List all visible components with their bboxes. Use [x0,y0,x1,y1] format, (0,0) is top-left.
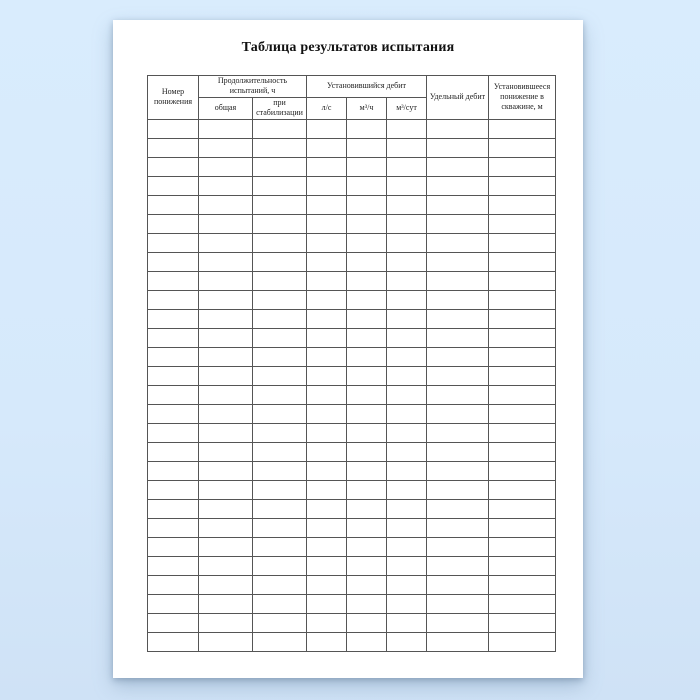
table-cell [199,233,253,252]
table-cell [489,442,556,461]
header-cell-duration-group: Продолжительность испытаний, ч [199,76,307,98]
table-cell [253,575,307,594]
table-cell [347,385,387,404]
table-cell [489,233,556,252]
table-cell [199,556,253,575]
table-cell [307,423,347,442]
header-cell-flow-ls: л/с [307,97,347,119]
table-cell [148,385,199,404]
table-cell [347,271,387,290]
table-row [148,480,556,499]
table-cell [489,575,556,594]
table-cell [148,366,199,385]
table-cell [387,423,427,442]
table-cell [387,556,427,575]
table-cell [489,252,556,271]
table-cell [387,499,427,518]
table-cell [307,176,347,195]
table-row [148,290,556,309]
table-cell [489,328,556,347]
table-cell [253,347,307,366]
table-cell [489,385,556,404]
table-body [148,119,556,651]
header-cell-specific-flow: Удельный дебит [427,76,489,120]
table-cell [427,537,489,556]
table-cell [253,556,307,575]
table-row [148,423,556,442]
table-cell [253,404,307,423]
table-row [148,157,556,176]
table-cell [489,461,556,480]
page-title: Таблица результатов испытания [241,40,455,55]
table-cell [148,233,199,252]
table-cell [253,252,307,271]
table-cell [387,195,427,214]
table-cell [199,518,253,537]
table-cell [427,499,489,518]
table-cell [387,385,427,404]
table-cell [148,290,199,309]
table-cell [148,613,199,632]
table-cell [253,461,307,480]
table-row [148,404,556,423]
table-cell [199,613,253,632]
table-cell [307,366,347,385]
table-cell [148,309,199,328]
table-cell [199,309,253,328]
table-cell [148,176,199,195]
table-cell [148,423,199,442]
table-cell [307,480,347,499]
table-cell [199,385,253,404]
table-cell [387,214,427,233]
table-cell [347,195,387,214]
table-cell [489,480,556,499]
table-cell [307,214,347,233]
table-cell [427,556,489,575]
table-cell [427,138,489,157]
table-cell [347,537,387,556]
table-cell [387,271,427,290]
table-cell [148,157,199,176]
table-cell [427,176,489,195]
table-cell [199,480,253,499]
table-cell [199,442,253,461]
table-cell [347,157,387,176]
table-cell [148,214,199,233]
table-cell [148,480,199,499]
header-cell-duration-total: общая [199,97,253,119]
table-cell [347,290,387,309]
table-cell [253,442,307,461]
table-cell [253,195,307,214]
table-cell [427,214,489,233]
table-row [148,309,556,328]
table-cell [489,347,556,366]
table-cell [489,404,556,423]
table-cell [489,632,556,651]
table-cell [347,366,387,385]
table-row [148,461,556,480]
table-cell [307,594,347,613]
table-cell [199,119,253,138]
table-cell [148,594,199,613]
table-cell [427,632,489,651]
table-cell [148,404,199,423]
table-cell [347,461,387,480]
table-cell [347,480,387,499]
table-cell [307,328,347,347]
table-cell [387,366,427,385]
table-cell [148,518,199,537]
table-cell [253,271,307,290]
table-cell [489,594,556,613]
table-cell [253,176,307,195]
table-cell [253,518,307,537]
table-row [148,176,556,195]
table-cell [427,461,489,480]
table-row [148,214,556,233]
table-cell [347,632,387,651]
table-cell [253,138,307,157]
table-cell [347,309,387,328]
table-cell [347,499,387,518]
table-cell [489,119,556,138]
table-cell [427,613,489,632]
table-cell [489,176,556,195]
table-cell [427,575,489,594]
table-cell [427,480,489,499]
table-cell [307,138,347,157]
table-cell [489,214,556,233]
table-cell [347,594,387,613]
table-cell [427,518,489,537]
table-cell [427,404,489,423]
table-cell [489,499,556,518]
table-row [148,537,556,556]
table-cell [307,632,347,651]
table-cell [253,290,307,309]
table-cell [387,518,427,537]
table-row [148,575,556,594]
table-cell [307,119,347,138]
table-cell [489,423,556,442]
table-cell [387,176,427,195]
results-table [147,75,556,652]
table-cell [347,575,387,594]
table-cell [148,537,199,556]
table-cell [199,195,253,214]
table-cell [387,613,427,632]
table-row [148,556,556,575]
table-cell [307,442,347,461]
table-cell [347,214,387,233]
table-cell [253,119,307,138]
table-cell [148,195,199,214]
table-cell [489,518,556,537]
table-cell [307,233,347,252]
table-cell [387,575,427,594]
table-row [148,271,556,290]
table-row [148,119,556,138]
table-cell [427,366,489,385]
table-cell [347,233,387,252]
table-cell [307,499,347,518]
table-cell [387,290,427,309]
table-cell [148,575,199,594]
table-cell [307,195,347,214]
table-cell [387,347,427,366]
table-cell [199,138,253,157]
table-cell [427,594,489,613]
table-cell [199,594,253,613]
table-cell [253,499,307,518]
table-cell [307,461,347,480]
table-row [148,499,556,518]
header-cell-flow-m3h: м³/ч [347,97,387,119]
table-row [148,347,556,366]
table-cell [489,157,556,176]
table-cell [199,366,253,385]
table-row [148,233,556,252]
table-cell [253,233,307,252]
table-cell [253,594,307,613]
table-cell [427,271,489,290]
table-cell [253,366,307,385]
header-cell-duration-stabilization: при стабилизации [253,97,307,119]
table-cell [347,404,387,423]
table-cell [199,537,253,556]
table-cell [307,290,347,309]
header-cell-number: Номер понижения [148,76,199,120]
table-cell [307,537,347,556]
table-cell [148,119,199,138]
table-cell [253,309,307,328]
table-cell [199,404,253,423]
table-cell [199,271,253,290]
header-cell-drawdown: Установившееся понижение в скважине, м [489,76,556,120]
table-cell [387,461,427,480]
table-cell [347,518,387,537]
table-cell [148,556,199,575]
table-cell [199,423,253,442]
table-cell [489,366,556,385]
table-cell [253,537,307,556]
table-cell [253,423,307,442]
table-cell [307,404,347,423]
table-cell [387,309,427,328]
table-cell [387,632,427,651]
table-row [148,594,556,613]
table-cell [148,632,199,651]
table-cell [307,575,347,594]
table-cell [489,290,556,309]
table-cell [253,157,307,176]
table-row [148,195,556,214]
header-cell-flow-group: Установившийся дебит [307,76,427,98]
table-cell [199,157,253,176]
table-cell [387,537,427,556]
table-row [148,252,556,271]
table-cell [199,252,253,271]
document-page [113,20,583,678]
table-cell [347,138,387,157]
table-row [148,385,556,404]
table-cell [307,271,347,290]
table-cell [347,252,387,271]
table-cell [347,613,387,632]
table-cell [387,480,427,499]
table-cell [347,556,387,575]
table-cell [427,309,489,328]
table-cell [253,385,307,404]
table-cell [347,328,387,347]
table-cell [199,461,253,480]
table-cell [387,138,427,157]
table-cell [387,328,427,347]
table-cell [387,157,427,176]
table-cell [148,461,199,480]
header-cell-flow-m3day: м³/сут [387,97,427,119]
header-row-1 [148,76,556,98]
table-cell [427,195,489,214]
table-cell [307,385,347,404]
table-cell [387,404,427,423]
table-cell [199,290,253,309]
table-cell [489,195,556,214]
table-cell [427,385,489,404]
table-header [148,76,556,120]
table-cell [347,176,387,195]
table-cell [148,138,199,157]
table-cell [148,499,199,518]
table-cell [253,480,307,499]
table-cell [307,157,347,176]
table-cell [199,575,253,594]
table-cell [307,613,347,632]
table-cell [489,138,556,157]
table-cell [148,442,199,461]
table-row [148,613,556,632]
table-cell [489,537,556,556]
table-cell [347,423,387,442]
table-cell [307,252,347,271]
table-cell [199,347,253,366]
table-cell [387,442,427,461]
table-cell [148,328,199,347]
table-cell [199,214,253,233]
table-cell [427,347,489,366]
table-cell [427,290,489,309]
table-cell [148,347,199,366]
table-cell [489,556,556,575]
table-cell [307,518,347,537]
table-cell [427,157,489,176]
table-cell [253,613,307,632]
table-cell [199,176,253,195]
table-cell [489,613,556,632]
table-cell [199,632,253,651]
table-cell [387,119,427,138]
table-cell [253,328,307,347]
table-cell [199,499,253,518]
table-cell [427,442,489,461]
table-cell [387,252,427,271]
table-cell [347,442,387,461]
table-row [148,442,556,461]
table-cell [347,347,387,366]
table-cell [427,328,489,347]
table-cell [489,309,556,328]
table-cell [199,328,253,347]
table-cell [427,119,489,138]
table-row [148,138,556,157]
table-cell [489,271,556,290]
table-cell [253,632,307,651]
table-cell [148,252,199,271]
table-cell [307,309,347,328]
table-cell [253,214,307,233]
table-cell [387,233,427,252]
table-cell [307,347,347,366]
table-row [148,632,556,651]
table-row [148,366,556,385]
table-cell [387,594,427,613]
table-row [148,518,556,537]
table-cell [427,252,489,271]
table-cell [148,271,199,290]
table-cell [307,556,347,575]
table-cell [347,119,387,138]
table-row [148,328,556,347]
table-cell [427,423,489,442]
table-cell [427,233,489,252]
